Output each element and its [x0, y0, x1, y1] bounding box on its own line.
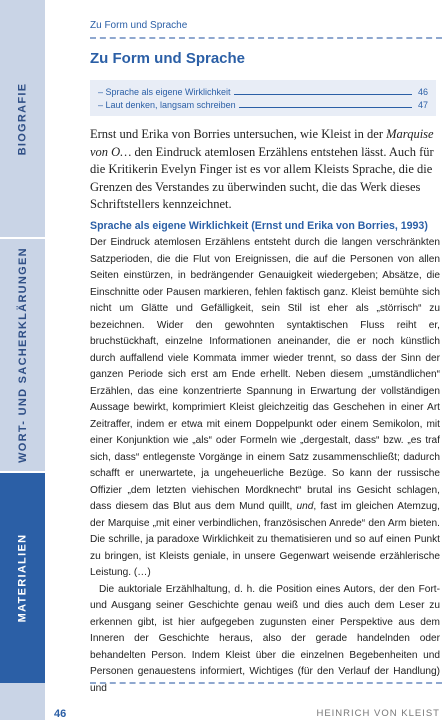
toc-item[interactable]	[98, 98, 428, 110]
header-divider	[90, 37, 442, 39]
toc-leader	[239, 107, 412, 108]
sidebar	[0, 0, 45, 720]
toc-item-text: – Laut denken, langsam schreiben	[98, 100, 236, 110]
intro-paragraph	[90, 126, 440, 214]
tab-label: WORT- UND SACHERKLÄRUNGEN	[16, 247, 29, 463]
body-text	[90, 235, 440, 697]
work-title: Marquise von O…	[90, 127, 434, 159]
tab-label: BIOGRAFIE	[16, 82, 29, 155]
emphasis: und	[296, 501, 314, 512]
section-title: Zu Form und Sprache	[90, 50, 246, 67]
toc-item-page: 46	[417, 87, 428, 97]
intro-text: den Eindruck atemlosen Erzählens entstehen lässt. Auch für die Kritikerin Evelyn Finger ist es vor allem Kleists Sprache, die die Grenzen des Verstandes zu überwinden sucht, die das Werk dieses Schriftstellers kennzeichnet.	[90, 144, 434, 211]
body-text-run: , fast im gleichen Atemzug, der Marquise „mit einer verbindlichen, französischen Anrede“ den Arm bieten. Die schrille, ja paradoxe Wirklichkeit zu thematisieren und so auf einen Punkt zu bringen, ist Kleists geniale, in unsere Gegenwart weisende erzählerische Leistung. (…)	[90, 501, 441, 578]
toc-box	[90, 80, 436, 116]
toc-item-text: – Sprache als eigene Wirklichkeit	[98, 87, 231, 97]
toc-item-page: 47	[417, 100, 428, 110]
footer-divider	[90, 682, 442, 684]
intro-text: Ernst und Erika von Borries untersuchen, wie Kleist in der	[90, 127, 387, 141]
tab-biografie[interactable]	[0, 0, 45, 239]
body-paragraph: Die auktoriale Erzählhaltung, d. h. die Position eines Autors, der den Fort- und Ausgang seiner Geschichte genau weiß und dies auch dem Leser zu erkennen gibt, ist hier aufgegeben zugunsten einer Perspektive aus dem Inneren der Geschichte heraus, also der gerade handelnden oder behandelten Person. Indem Kleist über die einzelnen Begebenheiten und Personen genauestens informiert, Wichtiges (für den Verlauf der Handlung) und	[90, 583, 440, 694]
subheading: Sprache als eigene Wirklichkeit (Ernst und Erika von Borries, 1993)	[90, 220, 428, 232]
body-text-run: Der Eindruck atemlosen Erzählens entsteht durch die langen verschränkten Satzperioden, die die Flut von Ereignissen, die auf die Personen von allen Seiten einstürzen, in bedrängender Genauigkeit wiedergeben; Absätze, die Einschnitte oder Pausen markieren, fehlen faktisch ganz. Kleist bemühte sich nicht um Glätte und Gefälligkeit, sein Stil ist eher als „störrisch“ zu bezeichnen. Wider den gewohnten syntaktischen Fluss reiht er, bruchstückhaft, einzelne Informationen aneinander, die er noch künstlich durch auffallend viele Kommata immer wieder trennt, so dass der Sinn der ganzen Periode sich erst am Ende erhellt. Neben diesem „umständlichen“ Erzählen, das eine konzentrierte Spannung in Erwartung der vollständigen Aussage bewirkt, komprimiert Kleist gleichzeitig das Geschehen in einer Art Zeitraffer, indem er etwa mit einem Doppelpunkt oder einem Semikolon, mit einer Konjunktion wie „als“ oder Formeln wie „dergestalt, dass“ bzw. „es traf sich, dass“ entlegenste Vorgänge in einem Satz zusammenschließt; dadurch schafft er unerwartete, ja ungeheuerliche Bezüge. So kann der russische Offizier „dem letzten viehischen Mordknecht“ brutal ins Gesicht schlagen, dass diesem das Blut aus dem Mund quillt,	[90, 237, 440, 512]
toc-item[interactable]	[98, 85, 428, 97]
sidebar-footer-block	[0, 683, 45, 720]
tab-materialien[interactable]	[0, 473, 45, 683]
running-head: Zu Form und Sprache	[90, 20, 188, 31]
tab-label: MATERIALIEN	[16, 533, 29, 623]
book-title: HEINRICH VON KLEIST	[316, 708, 440, 719]
tab-wort-und-sacherklaerungen[interactable]	[0, 239, 45, 473]
toc-leader	[234, 94, 412, 95]
page-number: 46	[54, 708, 67, 720]
body-paragraph	[90, 235, 440, 582]
